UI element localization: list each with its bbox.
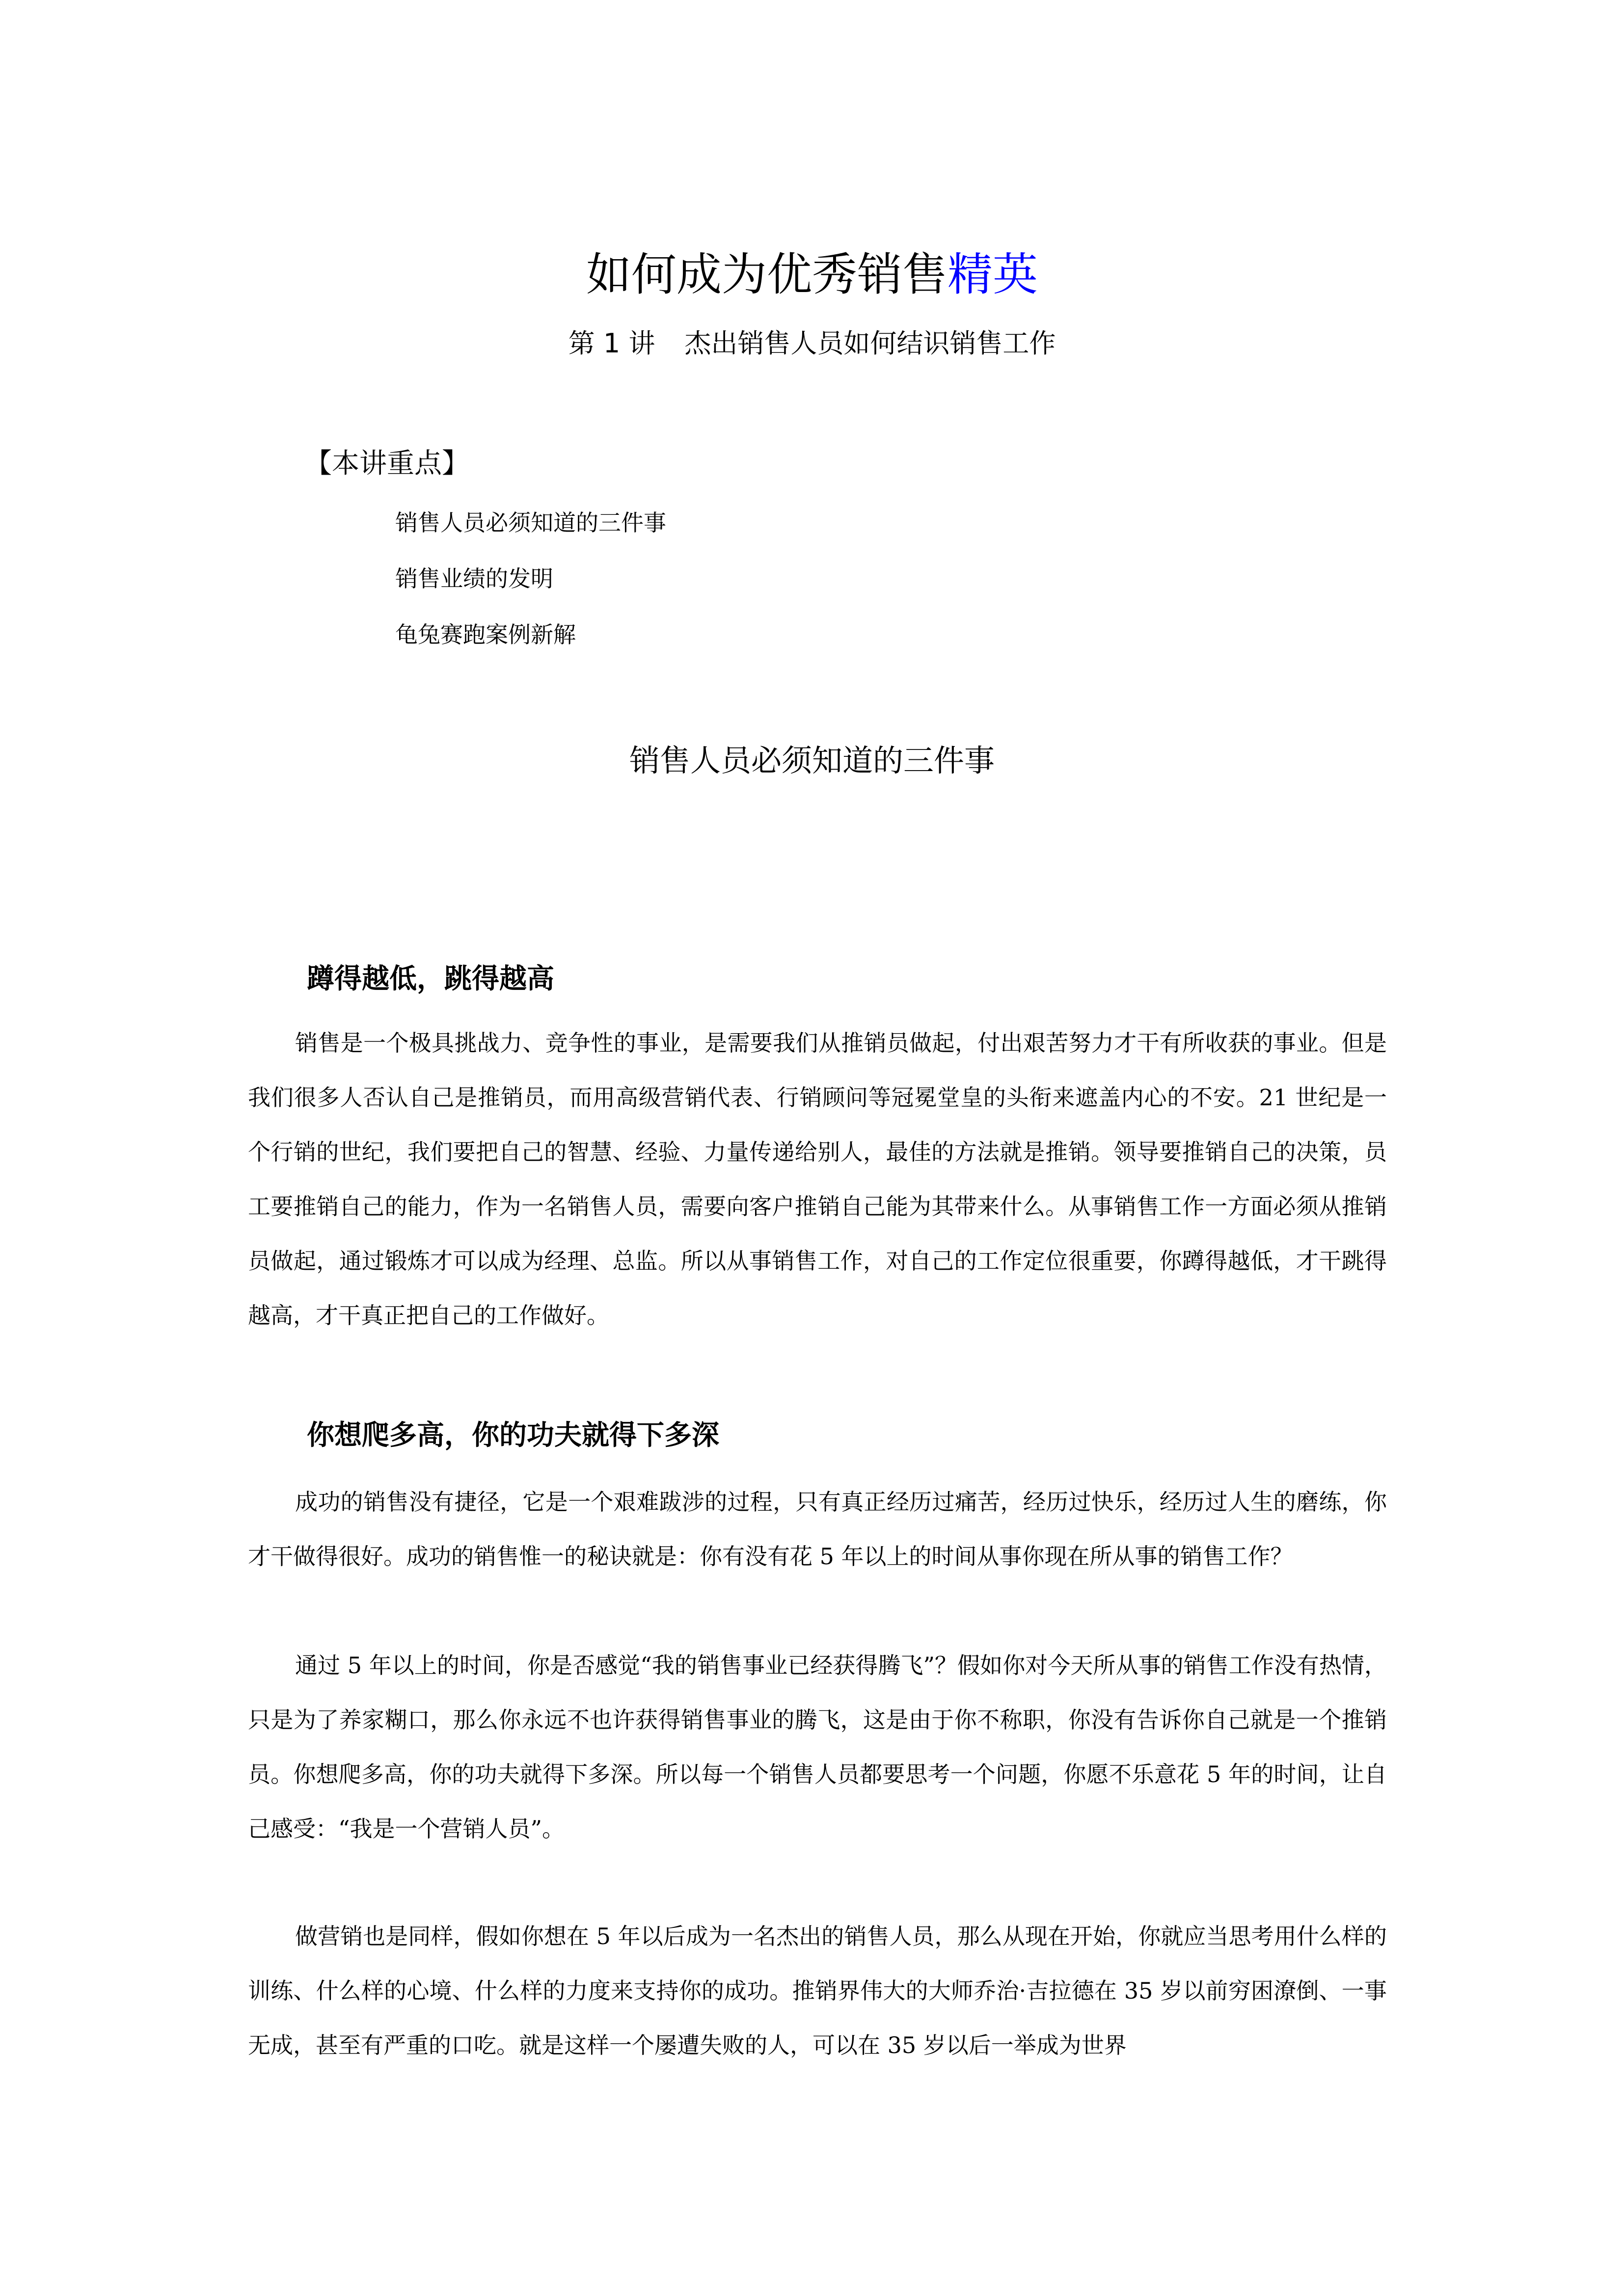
lecture-subtitle <box>0 326 1624 361</box>
body-paragraph: 成功的销售没有捷径，它是一个艰难跋涉的过程，只有真正经历过痛苦，经历过快乐，经历过人生的磨练，你才干做得很好。成功的销售惟一的秘诀就是：你有没有花 5 年以上的时间从事你现在所从事的销售工作？ <box>248 1489 1387 1570</box>
keypoints-list <box>395 506 666 673</box>
body-paragraph: 销售是一个极具挑战力、竞争性的事业，是需要我们从推销员做起，付出艰苦努力才干有所收获的事业。但是我们很多人否认自己是推销员，而用高级营销代表、行销顾问等冠冕堂皇的头衔来遮盖内心的不安。21 世纪是一个行销的世纪，我们要把自己的智慧、经验、力量传递给别人，最佳的方法就是推销。领导要推销自己的决策，员工要推销自己的能力，作为一名销售人员，需要向客户推销自己能为其带来什么。从事销售工作一方面必须从推销员做起，通过锻炼才可以成为经理、总监。所以从事销售工作，对自己的工作定位很重要，你蹲得越低，才干跳得越高，才干真正把自己的工作做好。 <box>248 1030 1387 1329</box>
subsection-heading: 你想爬多高，你的功夫就得下多深 <box>307 1419 719 1451</box>
lecture-number: 第 1 讲 <box>568 328 655 359</box>
title-accent: 精英 <box>947 248 1038 301</box>
keypoint-item: 销售人员必须知道的三件事 <box>395 509 666 536</box>
body-paragraph: 做营销也是同样，假如你想在 5 年以后成为一名杰出的销售人员，那么从现在开始，你就应当思考用什么样的训练、什么样的心境、什么样的力度来支持你的成功。推销界伟大的大师乔治·吉拉德在 35 岁以前穷困潦倒、一事无成，甚至有严重的口吃。就是这样一个屡遭失败的人，可以在 35 岁以后一举成为世界 <box>248 1923 1387 2058</box>
keypoints-heading: 【本讲重点】 <box>304 448 469 480</box>
subsection-heading: 蹲得越低，跳得越高 <box>307 963 554 995</box>
lecture-title: 杰出销售人员如何结识销售工作 <box>684 328 1056 359</box>
keypoint-item: 龟兔赛跑案例新解 <box>395 621 576 648</box>
document-title <box>0 245 1624 304</box>
keypoint-item: 销售业绩的发明 <box>395 565 553 592</box>
section-title: 销售人员必须知道的三件事 <box>629 743 995 778</box>
title-main: 如何成为优秀销售 <box>586 248 947 301</box>
body-paragraph: 通过 5 年以上的时间，你是否感觉“我的销售事业已经获得腾飞”？假如你对今天所从事的销售工作没有热情，只是为了养家糊口，那么你永远不也许获得销售事业的腾飞，这是由于你不称职，你没有告诉你自己就是一个推销员。你想爬多高，你的功夫就得下多深。所以每一个销售人员都要思考一个问题，你愿不乐意花 5 年的时间，让自己感受：“我是一个营销人员”。 <box>248 1652 1387 1842</box>
